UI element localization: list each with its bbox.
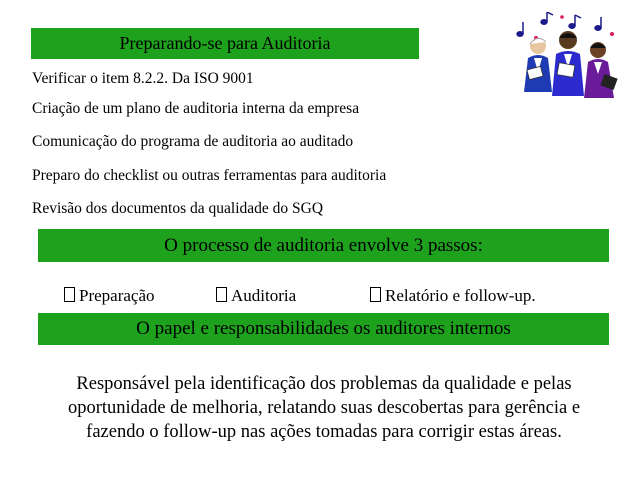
checkbox-icon bbox=[64, 287, 75, 302]
role-title: O papel e responsabilidades os auditores internos bbox=[136, 318, 511, 339]
checklist-item: Verificar o item 8.2.2. Da ISO 9001 bbox=[32, 70, 254, 87]
process-banner bbox=[38, 229, 609, 262]
description-line: fazendo o follow-up nas ações tomadas para corrigir estas áreas. bbox=[86, 422, 562, 442]
step-item bbox=[370, 286, 536, 306]
role-description bbox=[40, 372, 608, 444]
step-item bbox=[64, 286, 155, 306]
description-line: oportunidade de melhoria, relatando suas descobertas para gerência e bbox=[67, 398, 581, 418]
singers-clipart-icon bbox=[514, 12, 620, 100]
checkbox-icon bbox=[370, 287, 381, 302]
description-line: Responsável pela identificação dos problemas da qualidade e pelas bbox=[76, 374, 572, 394]
step-label: Relatório e follow-up. bbox=[385, 286, 536, 305]
checklist-item: Comunicação do programa de auditoria ao auditado bbox=[32, 133, 354, 150]
checklist-item: Criação de um plano de auditoria interna da empresa bbox=[32, 100, 360, 117]
step-label: Preparação bbox=[79, 286, 155, 305]
header-banner bbox=[31, 28, 419, 59]
role-banner bbox=[38, 313, 609, 345]
checkbox-icon bbox=[216, 287, 227, 302]
step-label: Auditoria bbox=[231, 286, 297, 305]
step-item bbox=[216, 286, 296, 306]
header-title: Preparando-se para Auditoria bbox=[119, 33, 331, 53]
checklist-item: Revisão dos documentos da qualidade do SGQ bbox=[32, 200, 324, 217]
checklist-item: Preparo do checklist ou outras ferramentas para auditoria bbox=[32, 167, 387, 184]
process-title: O processo de auditoria envolve 3 passos: bbox=[164, 234, 483, 256]
